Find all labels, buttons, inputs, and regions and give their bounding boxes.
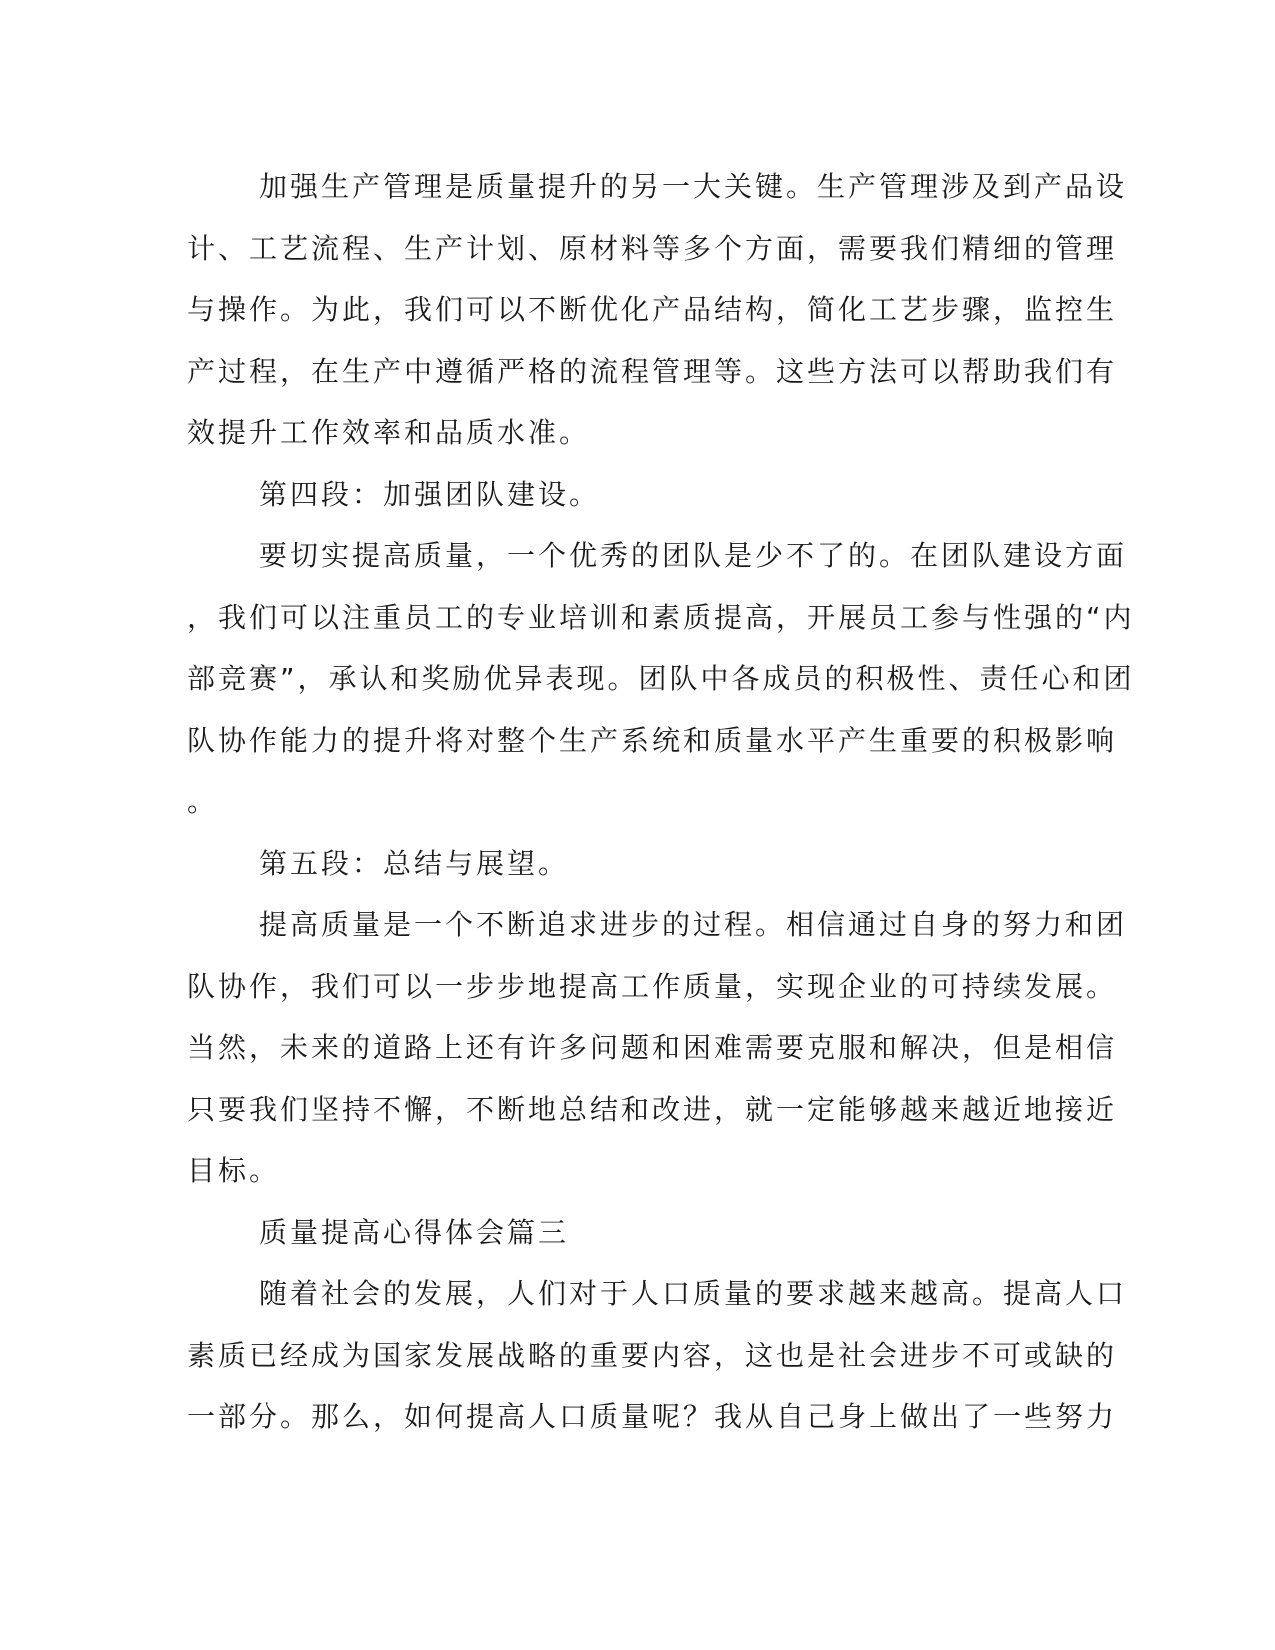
text-line: 队协作，我们可以一步步地提高工作质量，实现企业的可持续发展。: [187, 969, 1118, 1003]
text-line: 要切实提高质量，一个优秀的团队是少不了的。在团队建设方面: [259, 539, 1128, 572]
paragraph-team-building: [187, 525, 1135, 833]
text-line: 随着社会的发展，人们对于人口质量的要求越来越高。提高人口: [259, 1277, 1128, 1310]
text-line: 部竞赛”，承认和奖励优异表现。团队中各成员的积极性、责任心和团: [187, 662, 1135, 695]
paragraph-summary-outlook: [187, 894, 1128, 1202]
text-line: 目标。: [187, 1154, 281, 1187]
text-line: 产过程，在生产中遵循严格的流程管理等。这些方法可以帮助我们有: [187, 354, 1118, 388]
text-line: 质量提高心得体会篇三: [259, 1215, 570, 1249]
text-line: 提高质量是一个不断追求进步的过程。相信通过自身的努力和团: [259, 908, 1128, 941]
text-line: 只要我们坚持不懈，不断地总结和改进，就一定能够越来越近地接近: [187, 1092, 1118, 1126]
text-line: 第五段：总结与展望。: [259, 846, 570, 880]
text-line: 第四段：加强团队建设。: [259, 477, 601, 511]
text-line: 。: [187, 785, 219, 818]
article-title-three: [187, 1202, 1067, 1264]
text-line: 效提升工作效率和品质水准。: [187, 416, 591, 449]
text-line: 加强生产管理是质量提升的另一大关键。生产管理涉及到产品设: [259, 170, 1128, 203]
text-line: 计、工艺流程、生产计划、原材料等多个方面，需要我们精细的管理: [187, 231, 1118, 265]
paragraph-production-management: [187, 156, 1128, 464]
paragraph-population-quality: [187, 1263, 1128, 1448]
section-heading-five: [187, 833, 1067, 895]
text-line: ，我们可以注重员工的专业培训和素质提高，开展员工参与性强的“内: [187, 600, 1135, 634]
document-body: [187, 156, 1135, 1448]
text-line: 一部分。那么，如何提高人口质量呢？我从自己身上做出了一些努力: [187, 1400, 1118, 1433]
section-heading-four: [187, 464, 1067, 526]
text-line: 当然，未来的道路上还有许多问题和困难需要克服和解决，但是相信: [187, 1031, 1118, 1064]
text-line: 队协作能力的提升将对整个生产系统和质量水平产生重要的积极影响: [187, 723, 1118, 757]
text-line: 与操作。为此，我们可以不断优化产品结构，简化工艺步骤，监控生: [187, 293, 1118, 326]
text-line: 素质已经成为国家发展战略的重要内容，这也是社会进步不可或缺的: [187, 1338, 1118, 1372]
